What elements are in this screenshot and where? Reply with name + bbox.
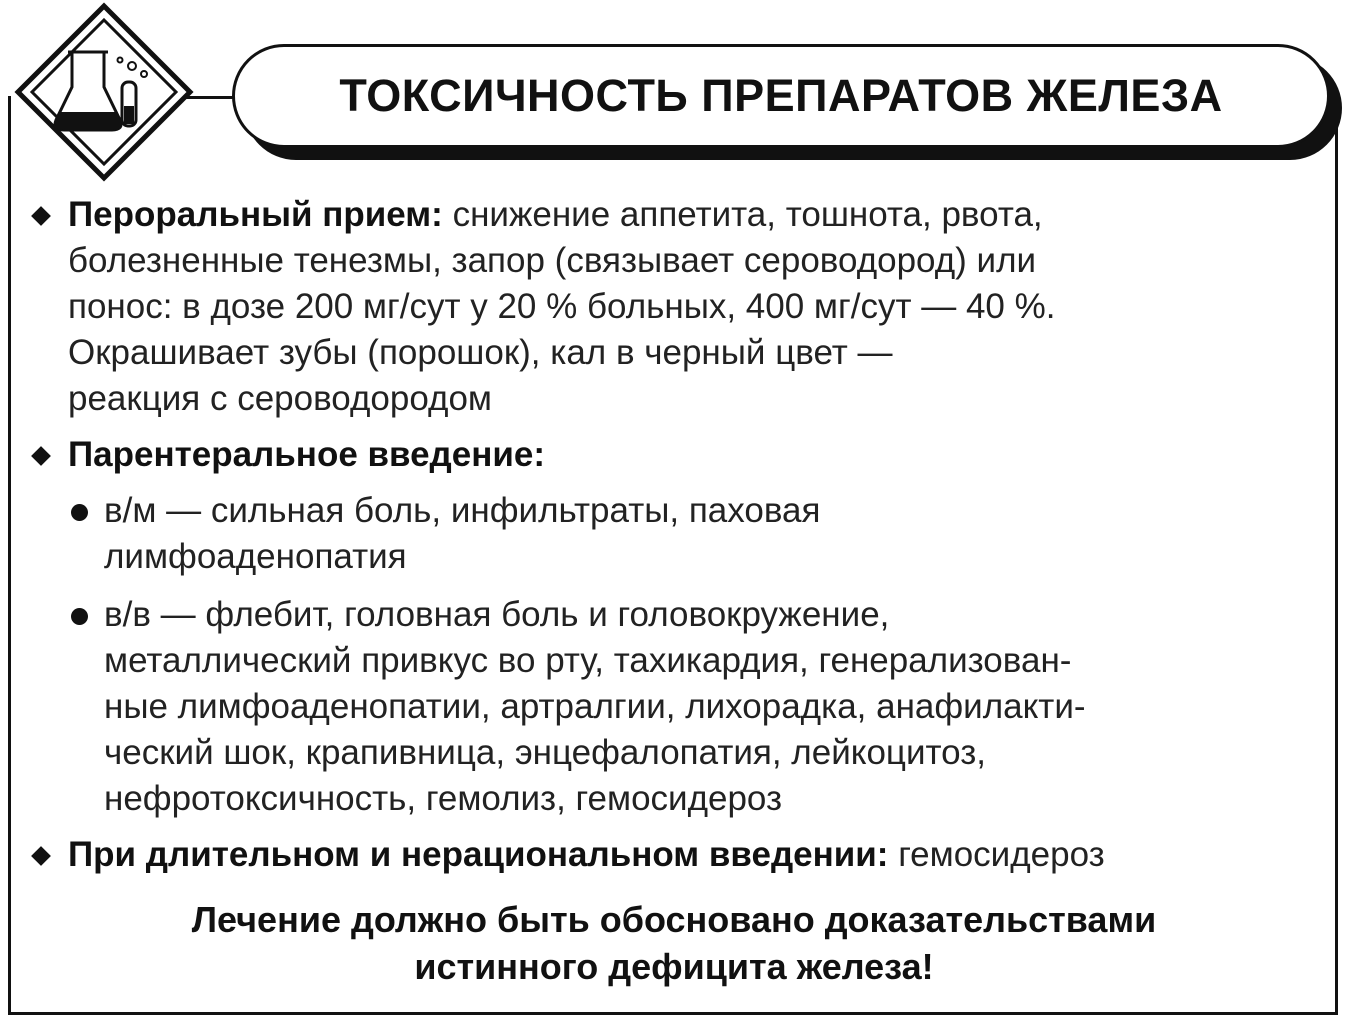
list-item-oral [24,192,1324,422]
oral-heading: Пероральный прием: [68,195,443,234]
sub-item-im [24,488,1324,580]
oral-line: понос: в дозе 200 мг/сут у 20 % больных, 400 мг/сут — 40 %. [68,287,1056,326]
iv-line: ческий шок, крапивница, энцефалопатия, лейкоцитоз, [104,733,986,772]
diamond-bullet-icon [31,206,51,226]
round-bullet-icon [71,504,88,521]
page-title: ТОКСИЧНОСТЬ ПРЕПАРАТОВ ЖЕЛЕЗА [339,70,1223,121]
oral-line: снижение аппетита, тошнота, рвота, [452,195,1043,234]
title-banner [232,44,1330,148]
conclusion-line: истинного дефицита железа! [414,946,934,987]
list-item-longterm [24,832,1324,878]
longterm-text: гемосидероз [898,835,1105,874]
diamond-bullet-icon [31,846,51,866]
diamond-bullet-icon [31,446,51,466]
iv-line: металлический привкус во рту, тахикардия, генерализован- [104,641,1072,680]
oral-line: болезненные тенезмы, запор (связывает сероводород) или [68,241,1037,280]
im-line: лимфоаденопатия [104,537,407,576]
im-line: в/м — сильная боль, инфильтраты, паховая [104,491,821,530]
iv-line: в/в — флебит, головная боль и головокружение, [104,595,890,634]
chemistry-flask-icon [14,2,194,182]
conclusion-line: Лечение должно быть обосновано доказательствами [191,899,1157,940]
sub-item-iv [24,592,1324,822]
iv-line: ные лимфоаденопатии, артралгии, лихорадка, анафилакти- [104,687,1086,726]
round-bullet-icon [71,608,88,625]
conclusion [24,896,1324,990]
longterm-heading: При длительном и нерациональном введении: [68,835,889,874]
iv-line: нефротоксичность, гемолиз, гемосидероз [104,779,783,818]
parenteral-heading: Парентеральное введение: [68,435,546,474]
content-body [24,192,1324,886]
list-item-parenteral [24,432,1324,478]
oral-line: Окрашивает зубы (порошок), кал в черный цвет — [68,333,893,372]
oral-line: реакция с сероводородом [68,379,492,418]
